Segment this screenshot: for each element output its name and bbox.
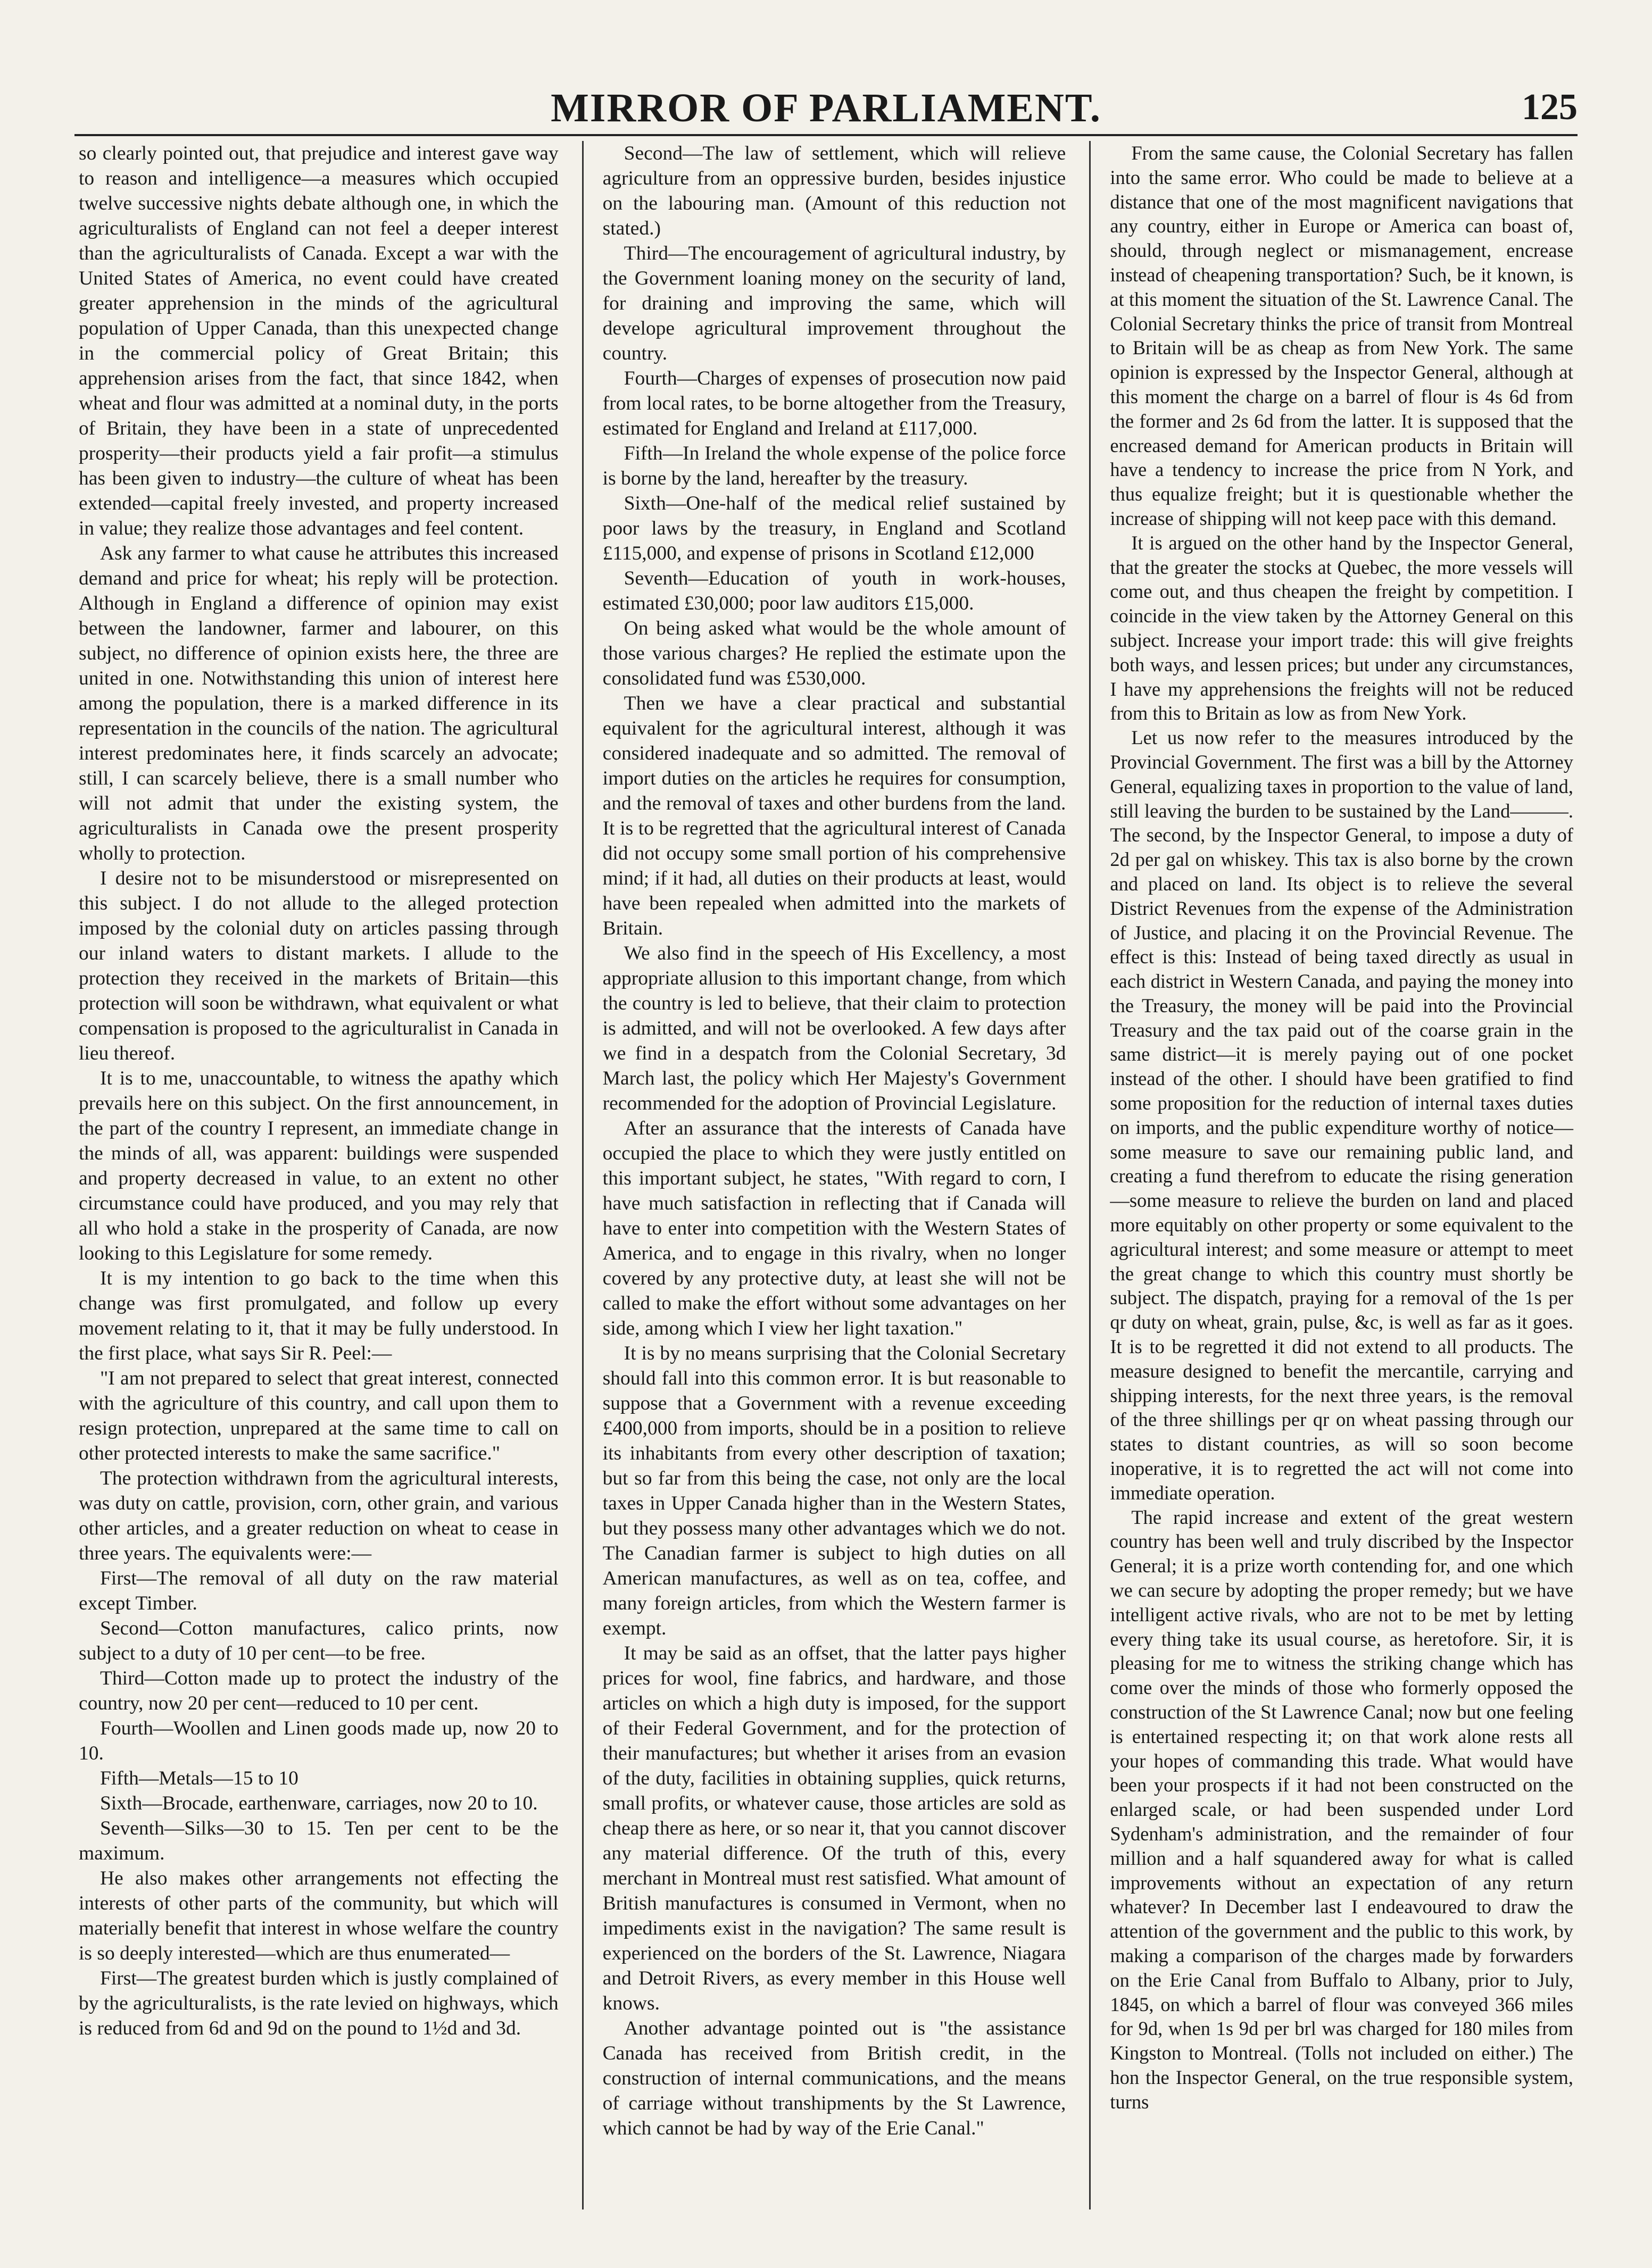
list-item: First—The greatest burden which is justly complained of by the agriculturalists, is the rate levied on highways, which is reduced from 6d and 9d on the pound to 1½d and 3d.	[79, 1967, 559, 2039]
paragraph: We also find in the speech of His Excellency, a most appropriate allusion to this important change, from which the country is led to believe, that their claim to protection is admitted, and will not be overlooked. A few days after we find in a despatch from the Colonial Secretary, 3d March last, the policy which Her Majesty's Government recommended for the adoption of Provincial Legislature.	[602, 943, 1066, 1114]
paragraph: I desire not to be misunderstood or misrepresented on this subject. I do not allude to the alleged protection imposed by the colonial duty on articles passing through our inland waters to distant markets. I allude to the protection they received in the markets of Britain—this protection will soon be withdrawn, what equivalent or what compensation is proposed to the agriculturalist in Canada in lieu thereof.	[79, 868, 559, 1064]
column-right	[1089, 141, 1578, 2209]
list-item: First—The removal of all duty on the raw material except Timber.	[79, 1567, 559, 1614]
column-middle	[582, 141, 1070, 2209]
paragraph: It is my intention to go back to the time when this change was first promulgated, and follow up every movement relating to it, that it may be fully understood. In the first place, what says Sir R. Peel:—	[79, 1268, 559, 1364]
paragraph: The protection withdrawn from the agricultural interests, was duty on cattle, provision, corn, other grain, and various other articles, and a greater reduction on wheat to cease in three years. The equivalents were:—	[79, 1467, 559, 1564]
page-number: 125	[1522, 87, 1578, 128]
column-left	[74, 141, 563, 2209]
list-item: Sixth—One-half of the medical relief sustained by poor laws by the treasury, in England and Scotland £115,000, and expense of prisons in Scotland £12,000	[602, 493, 1066, 564]
list-item: Third—The encouragement of agricultural industry, by the Government loaning money on the security of land, for draining and improving the same, which will develope agricultural improvement throughout the country.	[602, 243, 1066, 364]
paragraph: He also makes other arrangements not effecting the interests of other parts of the community, but which will materially benefit that interest in whose welfare the country is so deeply interested—which are thus enumerated—	[79, 1867, 559, 1964]
paragraph: After an assurance that the interests of Canada have occupied the place to which they were justly entitled on this important subject, he states, "With regard to corn, I have much satisfaction in reflecting that if Canada will have to enter into competition with the Western States of America, and to engage in this rivalry, when no longer covered by any protective duty, at least she will not be called to make the effort without some advantages on her side, among which I view her light taxation."	[602, 1118, 1066, 1339]
header-rule	[74, 134, 1578, 136]
quotation: "I am not prepared to select that great interest, connected with the agriculture of this country, and call upon them to resign protection, unprepared at the same time to call on other protected interests to make the same sacrifice."	[79, 1368, 559, 1464]
paragraph: Ask any farmer to what cause he attributes this increased demand and price for wheat; his reply will be protection. Although in England a difference of opinion may exist between the landowner, farmer and labourer, on this subject, no difference of opinion exists here, the three are united in one. Notwithstanding this union of interest here among the population, there is a marked difference in its representation in the councils of the nation. The agricultural interest predominates here, it finds scarcely an advocate; still, I can scarcely believe, there is a small number who will not admit that under the existing system, the agriculturalists in Canada owe the present prosperity wholly to protection.	[79, 543, 559, 864]
page-header	[74, 80, 1578, 149]
paragraph: From the same cause, the Colonial Secretary has fallen into the same error. Who could be made to believe at a distance that one of the most magnificent navigations that any country, either in Europe or America can boast of, should, through neglect or mismanagement, encrease instead of cheapening transportation? Such, be it known, is at this moment the situation of the St. Lawrence Canal. The Colonial Secretary thinks the price of transit from Montreal to Britain will be as cheap as from New York. The same opinion is expressed by the Inspector General, although at this moment the charge on a barrel of flour is 4s 6d from the former and 2s 6d from the latter. It is supposed that the encreased demand for American products in Britain will have a tendency to increase the price from N York, and thus equalize freight; but it is questionable whether the increase of shipping will not keep pace with this demand.	[1110, 142, 1573, 529]
list-item: Fifth—In Ireland the whole expense of the police force is borne by the land, hereafter by the treasury.	[602, 443, 1066, 489]
list-item: Seventh—Silks—30 to 15. Ten per cent to be the maximum.	[79, 1817, 559, 1864]
list-item: Fourth—Woollen and Linen goods made up, now 20 to 10.	[79, 1717, 559, 1764]
paragraph: It is to me, unaccountable, to witness the apathy which prevails here on this subject. On the first announcement, in the part of the country I represent, an immediate change in the minds of all, was apparent: buildings were suspended and property decreased in value, to an extent no other circumstance could have produced, and you may rely that all who hold a stake in the prosperity of Canada, are now looking to this Legislature for some remedy.	[79, 1068, 559, 1264]
running-title: MIRROR OF PARLIAMENT.	[551, 86, 1101, 130]
list-item: Sixth—Brocade, earthenware, carriages, now 20 to 10.	[100, 1792, 538, 1814]
paragraph: Then we have a clear practical and substantial equivalent for the agricultural interest, although it was considered inadequate and so admitted. The removal of import duties on the articles he requires for consumption, and the removal of taxes and other burdens from the land. It is to be regretted that the agricultural interest of Canada did not occupy some small portion of his comprehensive mind; if it had, all duties on their products at least, would have been repealed when admitted into the markets of Britain.	[602, 693, 1066, 939]
list-item: Fifth—Metals—15 to 10	[100, 1767, 298, 1789]
list-item: Third—Cotton made up to protect the industry of the country, now 20 per cent—reduced to 10 per cent.	[79, 1667, 559, 1714]
paragraph: Another advantage pointed out is "the assistance Canada has received from British credit, in the construction of internal communications, and the means of carriage without transhipments by the St Lawrence, which cannot be had by way of the Erie Canal."	[602, 2017, 1066, 2139]
text-columns	[74, 141, 1578, 2209]
paragraph: Let us now refer to the measures introduced by the Provincial Government. The first was a bill by the Attorney General, equalizing taxes in proportion to the value of land, still leaving the burden to be sustained by the Land———. The second, by the Inspector General, to impose a duty of 2d per gal on whiskey. This tax is also borne by the crown and placed on land. Its object is to relieve the several District Revenues from the expense of the Administration of Justice, and placing it on the Provincial Revenue. The effect is this: Instead of being taxed directly as usual in each district in Western Canada, and paying the money into the Treasury, the money will be paid into the Provincial Treasury and the tax paid out of the coarse grain in the same district—it is merely paying out of one pocket instead of the other. I should have been gratified to find some proposition for the reduction of internal taxes duties on imports, and the public expenditure worthy of notice—some measure to save our remaining public land, and creating a fund therefrom to educate the rising generation—some measure to relieve the burden on land and placed more equitably on other property or some equivalent to the agricultural interest; and some measure or attempt to meet the great change to which this country must shortly be subject. The dispatch, praying for a removal of the 1s per qr duty on wheat, grain, pulse, &c, is well as far as it goes. It is to be regretted it did not extend to all products. The measure designed to benefit the mercantile, carrying and shipping interests, for the next three years, is the removal of the three shillings per qr on wheat passing through our states to distant countries, as will so soon become inoperative, it is to regretted the act will not come into immediate operation.	[1110, 727, 1573, 1504]
paragraph: It is by no means surprising that the Colonial Secretary should fall into this common error. It is but reasonable to suppose that a Government with a revenue exceeding £400,000 from imports, should be in a position to relieve its inhabitants from every other description of taxation; but so far from this being the case, not only are the local taxes in Upper Canada higher than in the Western States, but they possess many other advantages which we do not. The Canadian farmer is subject to high duties on all American manufactures, as well as on tea, coffee, and many foreign articles, from which the Western farmer is exempt.	[602, 1343, 1066, 1639]
paragraph: It is argued on the other hand by the Inspector General, that the greater the stocks at Quebec, the more vessels will come out, and thus cheapen the freight by competition. I coincide in the view taken by the Attorney General on this subject. Increase your import trade: this will give freights both ways, and lessen prices; but under any circumstances, I have my apprehensions the freights will not be reduced from this to Britain as low as from New York.	[1110, 531, 1573, 724]
paragraph: On being asked what would be the whole amount of those various charges? He replied the estimate upon the consolidated fund was £530,000.	[602, 618, 1066, 689]
paragraph: so clearly pointed out, that prejudice and interest gave way to reason and intelligence—a measures which occupied twelve successive nights debate although one, in which the agriculturalists of England can not feel a deeper interest than the agriculturalists of Canada. Except a war with the United States of America, no event could have created greater apprehension in the minds of the agricultural population of Upper Canada, than this unexpected change in the commercial policy of Great Britain; this apprehension arises from the fact, that since 1842, when wheat and flour was admitted at a nominal duty, in the ports of Britain, they have been in a state of unprecedented prosperity—their products yield a fair profit—a stimulus has been given to industry—the culture of wheat has been extended—capital freely invested, and property increased in value; they realize those advantages and feel content.	[79, 143, 559, 539]
paragraph: The rapid increase and extent of the great western country has been well and truly discribed by the Inspector General; it is a prize worth contending for, and one which we can secure by adopting the proper remedy; but we have intelligent active rivals, who are not to be met by letting every thing take its usual course, as heretofore. Sir, it is pleasing for me to witness the striking change which has come over the minds of those who formerly opposed the construction of the St Lawrence Canal; now but one feeling is entertained respecting it; on that work alone rests all your hopes of commanding this trade. What would have been your prospects if it had not been constructed on the enlarged scale, or had been suspended under Lord Sydenham's administration, and the remainder of four million and a half squandered away for what is called improvements without an expectation of any return whatever? In December last I endeavoured to draw the attention of the government and the public to this work, by making a comparison of the charges made by forwarders on the Erie Canal from Buffalo to Albany, prior to July, 1845, on which a barrel of flour was conveyed 366 miles for 9d, when 1s 9d per brl was charged for 180 miles from Kingston to Montreal. (Tolls not included on either.) The hon the Inspector General, on the true responsible system, turns	[1110, 1506, 1573, 2113]
list-item: Second—Cotton manufactures, calico prints, now subject to a duty of 10 per cent—to be free.	[79, 1617, 559, 1664]
list-item: Second—The law of settlement, which will relieve agriculture from an oppressive burden, besides injustice on the labouring man. (Amount of this reduction not stated.)	[602, 143, 1066, 239]
list-item: Fourth—Charges of expenses of prosecution now paid from local rates, to be borne altogether from the Treasury, estimated for England and Ireland at £117,000.	[602, 368, 1066, 439]
paragraph: It may be said as an offset, that the latter pays higher prices for wool, fine fabrics, and hardware, and those articles on which a high duty is imposed, for the support of their Federal Government, and for the protection of their manufactures; but whether it arises from an evasion of the duty, facilities in obtaining supplies, quick returns, small profits, or whatever cause, those articles are sold as cheap there as here, or so near it, that you cannot discover any material difference. Of the truth of this, every merchant in Montreal must rest satisfied. What amount of British manufactures is consumed in Vermont, when no impediments exist in the navigation? The same result is experienced on the borders of the St. Lawrence, Niagara and Detroit Rivers, as every member in this House well knows.	[602, 1642, 1066, 2014]
list-item: Seventh—Education of youth in work-houses, estimated £30,000; poor law auditors £15,000.	[602, 568, 1066, 614]
